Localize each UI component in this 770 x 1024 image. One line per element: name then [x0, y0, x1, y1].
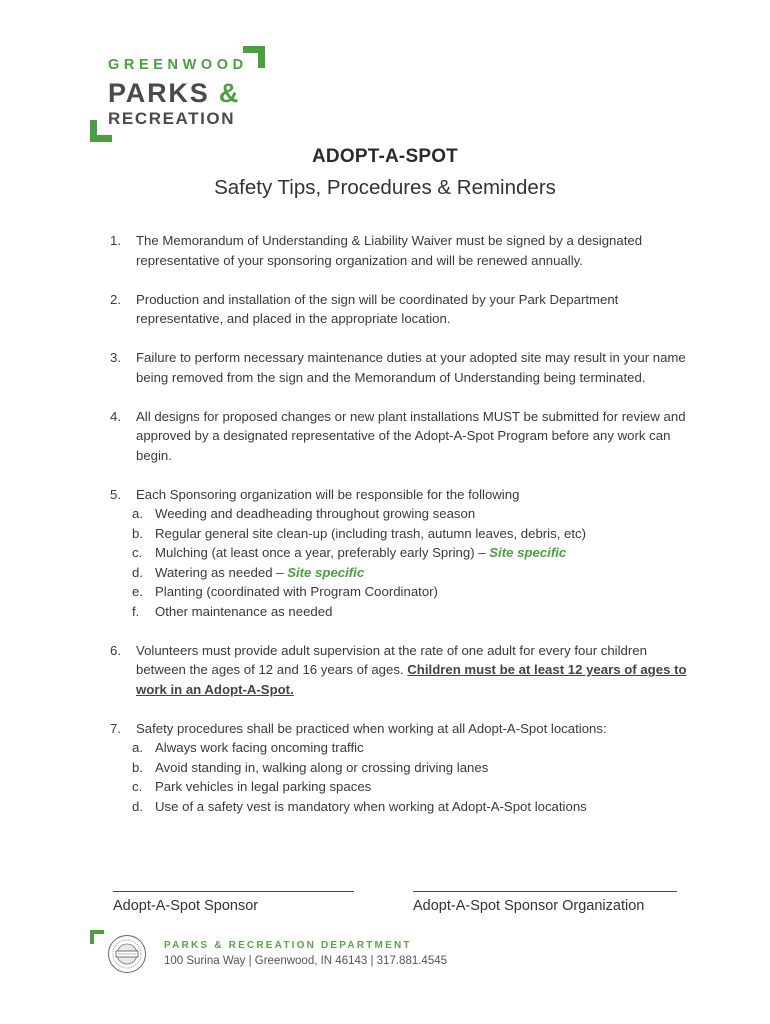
list-item: 7. Safety procedures shall be practiced when working at all Adopt-A-Spot locations: a. Always work facing oncoming traffic b. Avoid standing in, walking along or crossing driving lanes c. Park vehicles in legal parking spaces d. Use of a safety vest is mandatory when working at Adopt-A-Spot locations	[110, 719, 690, 817]
list-item: 5. Each Sponsoring organization will be responsible for the following a. Weeding and deadheading throughout growing season b. Regular general site clean-up (including trash, autumn leaves, debris, etc) c. Mulching (at least once a year, preferably early Spring) – Site specific d. Watering as needed – Site specific e. Planting (coordinated with Program Coordinator) f. Other maintenance as needed	[110, 485, 690, 622]
sub-list-item: b. Regular general site clean-up (including trash, autumn leaves, debris, etc)	[132, 525, 587, 541]
sub-list-item: a. Always work facing oncoming traffic	[132, 740, 364, 755]
sub-list-item: c. Mulching (at least once a year, preferably early Spring) – Site specific	[132, 545, 567, 560]
sub-list-item: f. Other maintenance as needed	[132, 603, 333, 619]
logo-recreation: RECREATION	[108, 109, 236, 128]
footer-address: 100 Surina Way | Greenwood, IN 46143 | 317.881.4545	[164, 955, 448, 967]
page-title: ADOPT-A-SPOT	[312, 146, 458, 167]
sub-list-item: c. Park vehicles in legal parking spaces	[132, 779, 372, 794]
site-specific-note: Site specific	[287, 564, 365, 580]
logo-greenwood: GREENWOOD	[108, 57, 248, 73]
page-subtitle: Safety Tips, Procedures & Reminders	[214, 176, 556, 199]
list-item: 2. Production and installation of the sign will be coordinated by your Park Department representative, and placed in the appropriate location.	[110, 291, 619, 326]
sponsor-signature-line[interactable]	[113, 891, 354, 892]
sub-list-item: e. Planting (coordinated with Program Coordinator)	[132, 584, 438, 599]
footer-department: PARKS & RECREATION DEPARTMENT	[164, 940, 412, 951]
logo-ampersand: &	[218, 78, 241, 108]
tips-list	[110, 231, 690, 836]
organization-signature-line[interactable]	[413, 891, 677, 892]
list-item: 3. Failure to perform necessary maintenance duties at your adopted site may result in your name being removed from the sign and the Memorandum of Understanding being terminated.	[110, 350, 686, 385]
sponsor-signature-label: Adopt-A-Spot Sponsor	[113, 898, 259, 914]
sub-list-item: d. Use of a safety vest is mandatory when working at Adopt-A-Spot locations	[132, 798, 587, 814]
sub-list-item: d. Watering as needed – Site specific	[132, 564, 365, 580]
logo-parks: PARKS	[108, 78, 210, 108]
sub-list-item: a. Weeding and deadheading throughout growing season	[132, 506, 476, 521]
city-seal-icon	[107, 934, 147, 974]
footer-bracket-icon	[90, 930, 104, 944]
list-item: 1. The Memorandum of Understanding & Liability Waiver must be signed by a designated representative of your sponsoring organization and will be renewed annually.	[110, 233, 643, 268]
sub-list-item: b. Avoid standing in, walking along or crossing driving lanes	[132, 759, 489, 775]
age-requirement-note: Children must be at least 12 years of ages to work in an Adopt-A-Spot.	[136, 662, 687, 697]
list-item: 6. Volunteers must provide adult supervision at the rate of one adult for every four children between the ages of 12 and 16 years of ages. Children must be at least 12 years of ages to work in an Adopt-A-Spot.	[110, 642, 687, 697]
organization-signature-label: Adopt-A-Spot Sponsor Organization	[413, 898, 645, 914]
list-item: 4. All designs for proposed changes or new plant installations MUST be submitted for review and approved by a designated representative of the Adopt-A-Spot Program before any work can begin.	[110, 408, 686, 463]
site-specific-note: Site specific	[489, 545, 567, 560]
